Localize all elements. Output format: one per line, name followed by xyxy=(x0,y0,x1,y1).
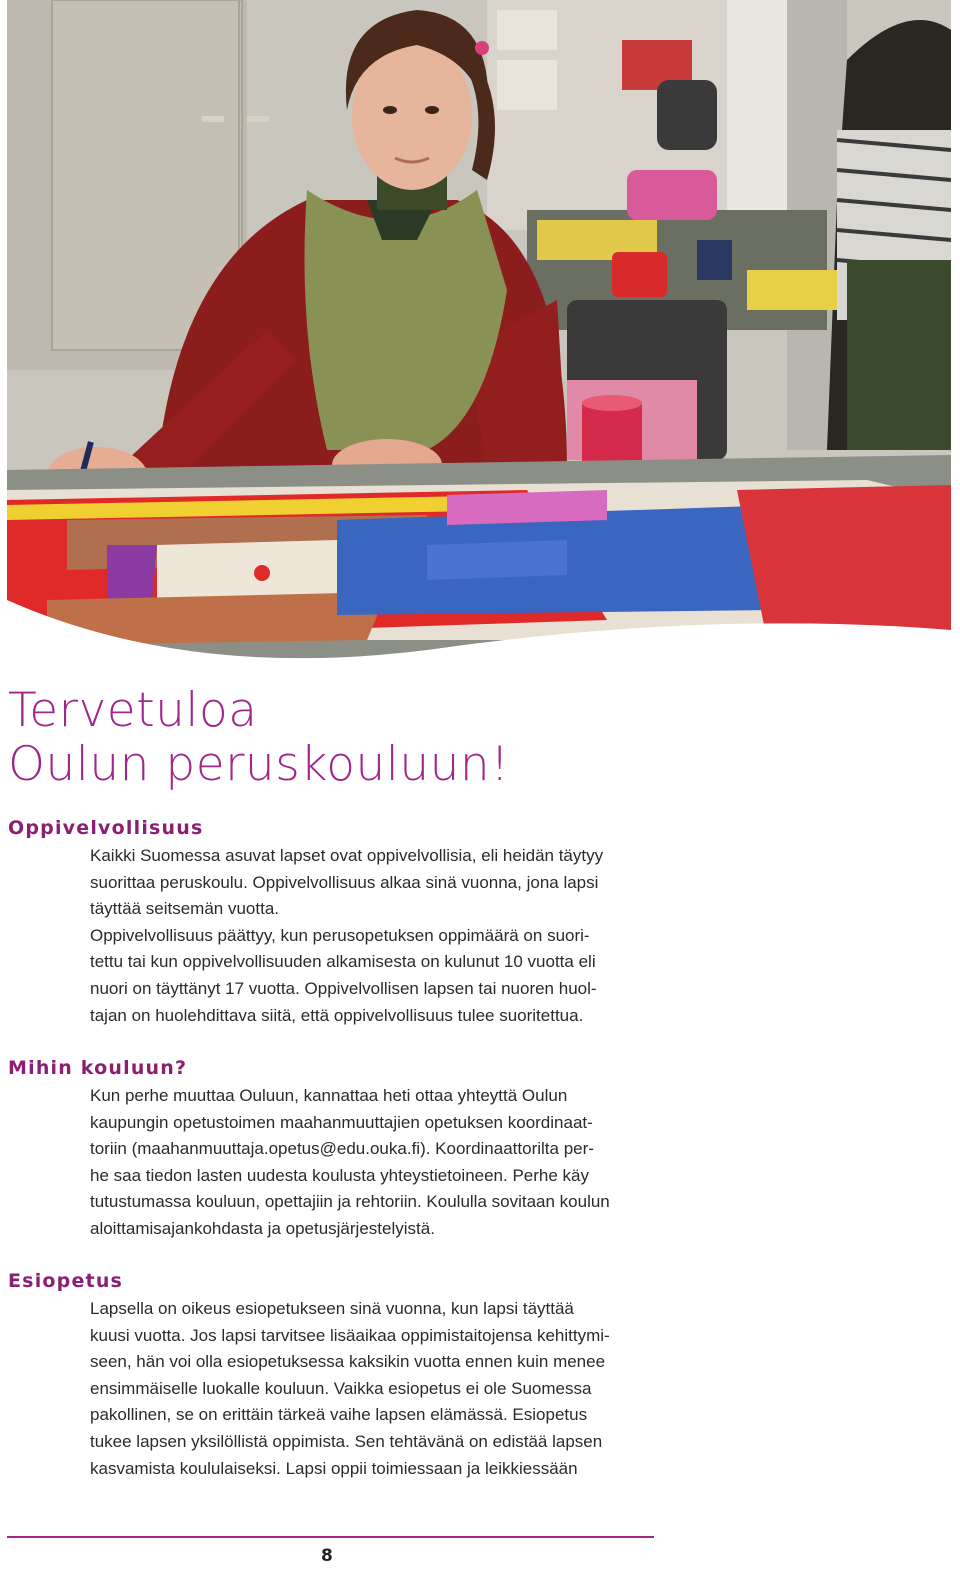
section-body-oppivelvollisuus xyxy=(90,843,653,1029)
body-line: Kaikki Suomessa asuvat lapset ovat oppivelvollisia, eli heidän täytyy xyxy=(90,846,604,865)
page-title xyxy=(8,684,510,792)
footer-divider xyxy=(7,1536,654,1538)
body-line: toriin (maahanmuuttaja.opetus@edu.ouka.fi). Koordinaattorilta per- xyxy=(90,1139,594,1159)
body-line: Lapsella on oikeus esiopetukseen sinä vuonna, kun lapsi täyttää xyxy=(90,1299,574,1318)
page-number: 8 xyxy=(321,1546,333,1566)
body-line: nuori on täyttänyt 17 vuotta. Oppivelvollisen lapsen tai nuoren huol- xyxy=(90,978,597,998)
body-line: pakollinen, se on erittäin tärkeä vaihe lapsen elämässä. Esiopetus xyxy=(90,1405,588,1425)
section-body-esiopetus xyxy=(90,1296,653,1482)
body-line: Kun perhe muuttaa Ouluun, kannattaa heti ottaa yhteyttä Oulun xyxy=(90,1086,568,1105)
body-line: tutustumassa kouluun, opettajiin ja rehtoriin. Koululla sovitaan koulun xyxy=(90,1192,610,1212)
body-line: tettu tai kun oppivelvollisuuden alkamisesta on kulunut 10 vuotta eli xyxy=(90,952,596,972)
body-line: tajan on huolehdittava siitä, että oppivelvollisuus tulee suoritettua. xyxy=(90,1005,584,1025)
body-line: täyttää seitsemän vuotta. xyxy=(90,899,279,919)
section-heading-esiopetus: Esiopetus xyxy=(8,1270,124,1292)
body-line: kuusi vuotta. Jos lapsi tarvitsee lisäaikaa oppimistaitojensa kehittymi- xyxy=(90,1325,610,1345)
body-line: suorittaa peruskoulu. Oppivelvollisuus alkaa sinä vuonna, jona lapsi xyxy=(90,872,599,892)
body-line: Oppivelvollisuus päättyy, kun perusopetuksen oppimäärä on suori- xyxy=(90,925,590,945)
section-body-mihin-kouluun xyxy=(90,1083,653,1243)
section-heading-oppivelvollisuus: Oppivelvollisuus xyxy=(8,817,204,839)
body-line: kasvamista koululaiseksi. Lapsi oppii toimiessaan ja leikkiessään xyxy=(90,1458,578,1478)
section-heading-mihin-kouluun: Mihin kouluun? xyxy=(8,1057,188,1079)
title-line-2: Oulun peruskouluun! xyxy=(8,737,510,792)
painting-child-image xyxy=(7,0,951,665)
body-line: tukee lapsen yksilöllistä oppimista. Sen tehtävänä on edistää lapsen xyxy=(90,1431,603,1451)
body-line: he saa tiedon lasten uudesta koulusta yhteystietoineen. Perhe käy xyxy=(90,1165,590,1185)
body-line: seen, hän voi olla esiopetuksessa kaksikin vuotta ennen kuin menee xyxy=(90,1352,606,1372)
title-line-1: Tervetuloa xyxy=(8,683,258,738)
body-line: ensimmäiselle luokalle kouluun. Vaikka esiopetus ei ole Suomessa xyxy=(90,1378,592,1398)
body-line: kaupungin opetustoimen maahanmuuttajien opetuksen koordinaat- xyxy=(90,1112,593,1132)
hero-photo xyxy=(7,0,951,665)
body-line: aloittamisajankohdasta ja opetusjärjestelyistä. xyxy=(90,1218,435,1238)
